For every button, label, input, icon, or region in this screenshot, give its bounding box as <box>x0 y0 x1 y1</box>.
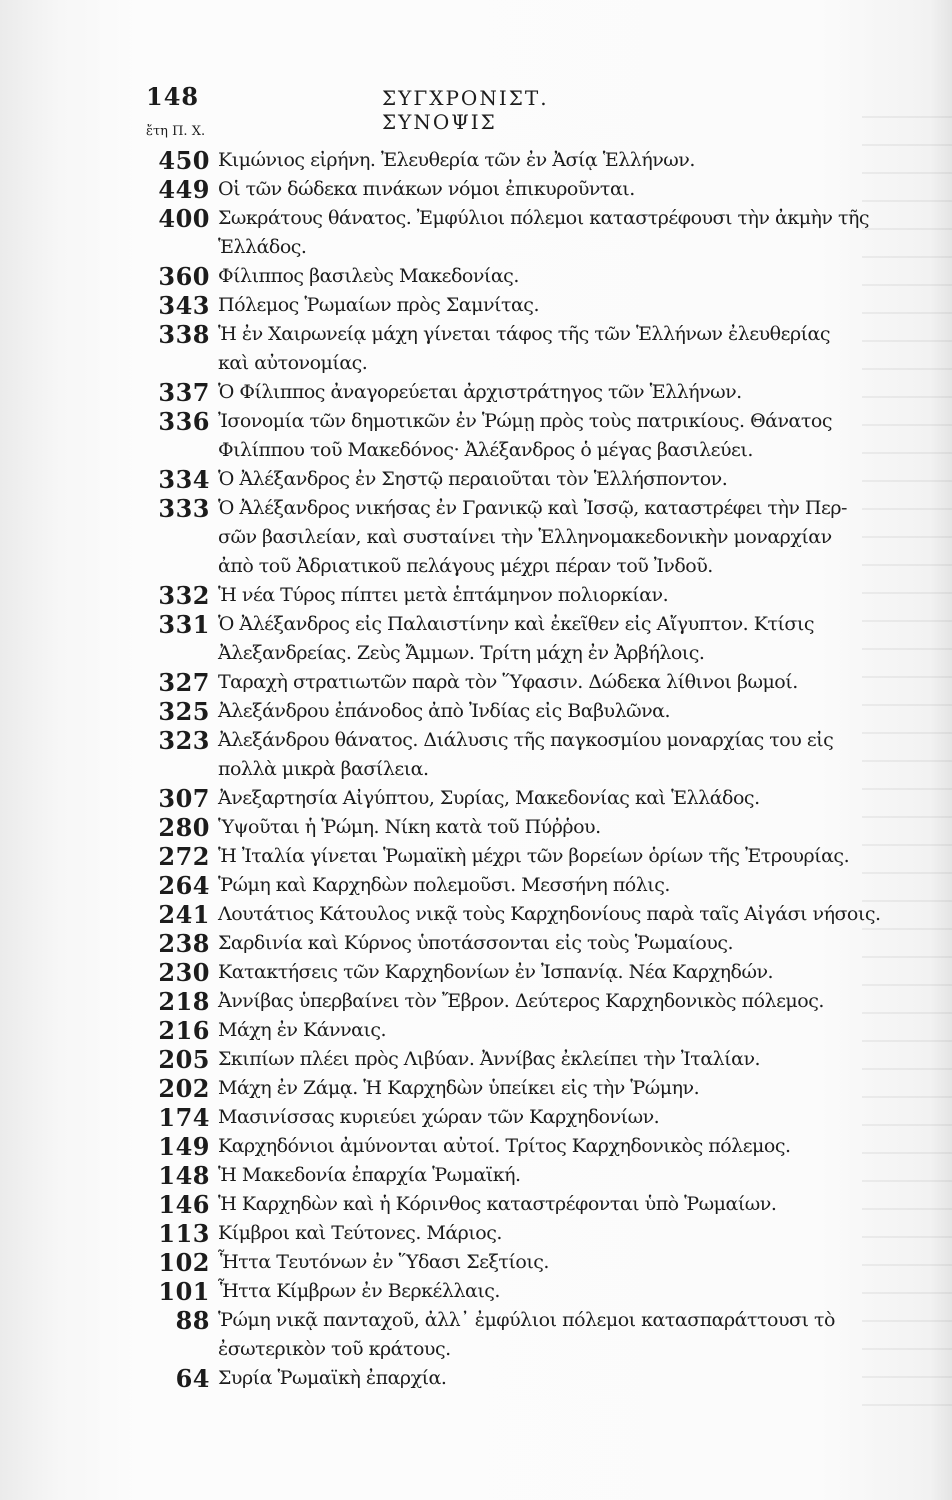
chronology-entry <box>140 291 930 320</box>
chronology-list <box>140 146 930 1393</box>
chronology-entry <box>140 320 930 378</box>
chronology-entry <box>140 1103 930 1132</box>
entry-year: 400 <box>158 204 210 233</box>
entry-year: 218 <box>158 987 210 1016</box>
chronology-entry <box>140 407 930 465</box>
entry-text: Κατακτήσεις τῶν Καρχηδονίων ἐν Ἰσπανίᾳ. Νέα Καρχηδών. <box>218 961 774 983</box>
entry-year: 449 <box>158 175 210 204</box>
entry-year: 148 <box>158 1161 210 1190</box>
entry-text: Ἰσονομία τῶν δημοτικῶν ἐν Ῥώμῃ πρὸς τοὺς πατρικίους. Θάνατος Φιλίππου τοῦ Μακεδόνος· Ἀλέξανδρος ὁ μέγας βασιλεύει. <box>218 410 832 461</box>
chronology-entry <box>140 697 930 726</box>
chronology-entry <box>140 465 930 494</box>
entry-year: 149 <box>158 1132 210 1161</box>
entry-text: Ὁ Ἀλέξανδρος εἰς Παλαιστίνην καὶ ἐκεῖθεν εἰς Αἴγυπτον. Κτίσις Ἀλεξανδρείας. Ζεὺς Ἄμμων. Τρίτη μάχη ἐν Ἀρβήλοις. <box>218 613 814 664</box>
running-title: ΣΥΓΧΡΟΝΙΣΤ. ΣΥΝΟΨΙΣ <box>382 86 549 134</box>
chronology-entry <box>140 1190 930 1219</box>
entry-year: 343 <box>158 291 210 320</box>
entry-text: Ἧττα Κίμβρων ἐν Βερκέλλαις. <box>218 1280 500 1302</box>
entry-text: Ἀλεξάνδρου ἐπάνοδος ἀπὸ Ἰνδίας εἰς Βαβυλῶνα. <box>218 700 671 722</box>
entry-year: 336 <box>158 407 210 436</box>
chronology-entry <box>140 1132 930 1161</box>
era-label: ἔτη Π. Χ. <box>146 124 206 139</box>
page-number: 148 <box>146 82 200 111</box>
entry-year: 241 <box>158 900 210 929</box>
entry-text: Σωκράτους θάνατος. Ἐμφύλιοι πόλεμοι καταστρέφουσι τὴν ἀκμὴν τῆς Ἑλλάδος. <box>218 207 870 258</box>
chronology-entry <box>140 1364 930 1393</box>
entry-year: 238 <box>158 929 210 958</box>
entry-year: 101 <box>158 1277 210 1306</box>
chronology-entry <box>140 1248 930 1277</box>
chronology-entry <box>140 900 930 929</box>
chronology-entry <box>140 842 930 871</box>
entry-year: 450 <box>158 146 210 175</box>
entry-year: 216 <box>158 1016 210 1045</box>
entry-year: 272 <box>158 842 210 871</box>
chronology-entry <box>140 958 930 987</box>
chronology-entry <box>140 1161 930 1190</box>
entry-text: Ἡ νέα Τύρος πίπτει μετὰ ἑπτάμηνον πολιορκίαν. <box>218 584 669 606</box>
entry-year: 102 <box>158 1248 210 1277</box>
entry-year: 205 <box>158 1045 210 1074</box>
entry-text: Ὁ Ἀλέξανδρος ἐν Σηστῷ περαιοῦται τὸν Ἑλλήσποντον. <box>218 468 728 490</box>
entry-year: 327 <box>158 668 210 697</box>
entry-text: Μάχη ἐν Κάνναις. <box>218 1019 387 1041</box>
chronology-entry <box>140 871 930 900</box>
chronology-entry <box>140 668 930 697</box>
entry-year: 113 <box>158 1219 210 1248</box>
chronology-entry <box>140 378 930 407</box>
entry-text: Φίλιππος βασιλεὺς Μακεδονίας. <box>218 265 519 287</box>
entry-text: Ἀννίβας ὑπερβαίνει τὸν Ἔβρον. Δεύτερος Καρχηδονικὸς πόλεμος. <box>218 990 824 1012</box>
chronology-entry <box>140 175 930 204</box>
entry-year: 230 <box>158 958 210 987</box>
entry-text: Μασινίσσας κυριεύει χώραν τῶν Καρχηδονίων. <box>218 1106 660 1128</box>
entry-text: Καρχηδόνιοι ἀμύνονται αὐτοί. Τρίτος Καρχηδονικὸς πόλεμος. <box>218 1135 791 1157</box>
entry-year: 331 <box>158 610 210 639</box>
entry-text: Ταραχὴ στρατιωτῶν παρὰ τὸν Ὕφασιν. Δώδεκα λίθινοι βωμοί. <box>218 671 798 693</box>
chronology-entry <box>140 784 930 813</box>
entry-text: Πόλεμος Ῥωμαίων πρὸς Σαμνίτας. <box>218 294 539 316</box>
chronology-entry <box>140 929 930 958</box>
chronology-entry <box>140 204 930 262</box>
entry-text: Ἡ ἐν Χαιρωνείᾳ μάχη γίνεται τάφος τῆς τῶν Ἑλλήνων ἐλευθερίας καὶ αὐτονομίας. <box>218 323 831 374</box>
entry-text: Ἡ Καρχηδὼν καὶ ἡ Κόρινθος καταστρέφονται ὑπὸ Ῥωμαίων. <box>218 1193 777 1215</box>
entry-year: 333 <box>158 494 210 523</box>
entry-year: 280 <box>158 813 210 842</box>
chronology-entry <box>140 581 930 610</box>
entry-text: Ἀλεξάνδρου θάνατος. Διάλυσις τῆς παγκοσμίου μοναρχίας του εἰς πολλὰ μικρὰ βασίλεια. <box>218 729 834 780</box>
entry-year: 337 <box>158 378 210 407</box>
chronology-entry <box>140 610 930 668</box>
entry-text: Κιμώνιος εἰρήνη. Ἐλευθερία τῶν ἐν Ἀσίᾳ Ἑλλήνων. <box>218 149 695 171</box>
entry-text: Λουτάτιος Κάτουλος νικᾷ τοὺς Καρχηδονίους παρὰ ταῖς Αἰγάσι νήσοις. <box>218 903 881 925</box>
chronology-entry <box>140 262 930 291</box>
entry-text: Κίμβροι καὶ Τεύτονες. Μάριος. <box>218 1222 502 1244</box>
entry-year: 323 <box>158 726 210 755</box>
entry-year: 307 <box>158 784 210 813</box>
entry-year: 360 <box>158 262 210 291</box>
entry-year: 202 <box>158 1074 210 1103</box>
entry-text: Μάχη ἐν Ζάμᾳ. Ἡ Καρχηδὼν ὑπείκει εἰς τὴν Ῥώμην. <box>218 1077 700 1099</box>
entry-year: 325 <box>158 697 210 726</box>
chronology-entry <box>140 726 930 784</box>
entry-text: Ἧττα Τευτόνων ἐν Ὕδασι Σεξτίοις. <box>218 1251 549 1273</box>
entry-text: Ὑψοῦται ἡ Ῥώμη. Νίκη κατὰ τοῦ Πύῤῥου. <box>218 816 601 838</box>
entry-text: Ἀνεξαρτησία Αἰγύπτου, Συρίας, Μακεδονίας καὶ Ἑλλάδος. <box>218 787 760 809</box>
chronology-entry <box>140 1074 930 1103</box>
chronology-entry <box>140 494 930 581</box>
entry-year: 264 <box>158 871 210 900</box>
entry-text: Σαρδινία καὶ Κύρνος ὑποτάσσονται εἰς τοὺς Ῥωμαίους. <box>218 932 734 954</box>
chronology-entry <box>140 146 930 175</box>
chronology-entry <box>140 1045 930 1074</box>
entry-year: 174 <box>158 1103 210 1132</box>
entry-year: 88 <box>175 1306 210 1335</box>
entry-year: 338 <box>158 320 210 349</box>
chronology-entry <box>140 813 930 842</box>
entry-text: Ῥώμη καὶ Καρχηδὼν πολεμοῦσι. Μεσσήνη πόλις. <box>218 874 670 896</box>
chronology-entry <box>140 1277 930 1306</box>
entry-text: Οἱ τῶν δώδεκα πινάκων νόμοι ἐπικυροῦνται. <box>218 178 635 200</box>
entry-year: 332 <box>158 581 210 610</box>
chronology-entry <box>140 1219 930 1248</box>
entry-year: 64 <box>175 1364 210 1393</box>
entry-year: 146 <box>158 1190 210 1219</box>
entry-text: Ὁ Ἀλέξανδρος νικήσας ἐν Γρανικῷ καὶ Ἰσσῷ, καταστρέφει τὴν Περ- σῶν βασιλείαν, καὶ συσταίνει τὴν Ἑλληνομακεδονικὴν μοναρχίαν ἀπὸ τοῦ Ἀδριατικοῦ πελάγους μέχρι πέραν τοῦ Ἰνδοῦ. <box>218 497 847 577</box>
entry-text: Ῥώμη νικᾷ πανταχοῦ, ἀλλ᾿ ἐμφύλιοι πόλεμοι κατασπαράττουσι τὸ ἐσωτερικὸν τοῦ κράτους. <box>218 1309 835 1360</box>
entry-text: Σκιπίων πλέει πρὸς Λιβύαν. Ἀννίβας ἐκλείπει τὴν Ἰταλίαν. <box>218 1048 761 1070</box>
entry-text: Ἡ Μακεδονία ἐπαρχία Ῥωμαϊκή. <box>218 1164 521 1186</box>
entry-text: Ἡ Ἰταλία γίνεται Ῥωμαϊκὴ μέχρι τῶν βορείων ὁρίων τῆς Ἐτρουρίας. <box>218 845 850 867</box>
entry-text: Ὁ Φίλιππος ἀναγορεύεται ἀρχιστράτηγος τῶν Ἑλλήνων. <box>218 381 742 403</box>
entry-text: Συρία Ῥωμαϊκὴ ἐπαρχία. <box>218 1367 447 1389</box>
chronology-entry <box>140 987 930 1016</box>
entry-year: 334 <box>158 465 210 494</box>
chronology-entry <box>140 1016 930 1045</box>
chronology-entry <box>140 1306 930 1364</box>
